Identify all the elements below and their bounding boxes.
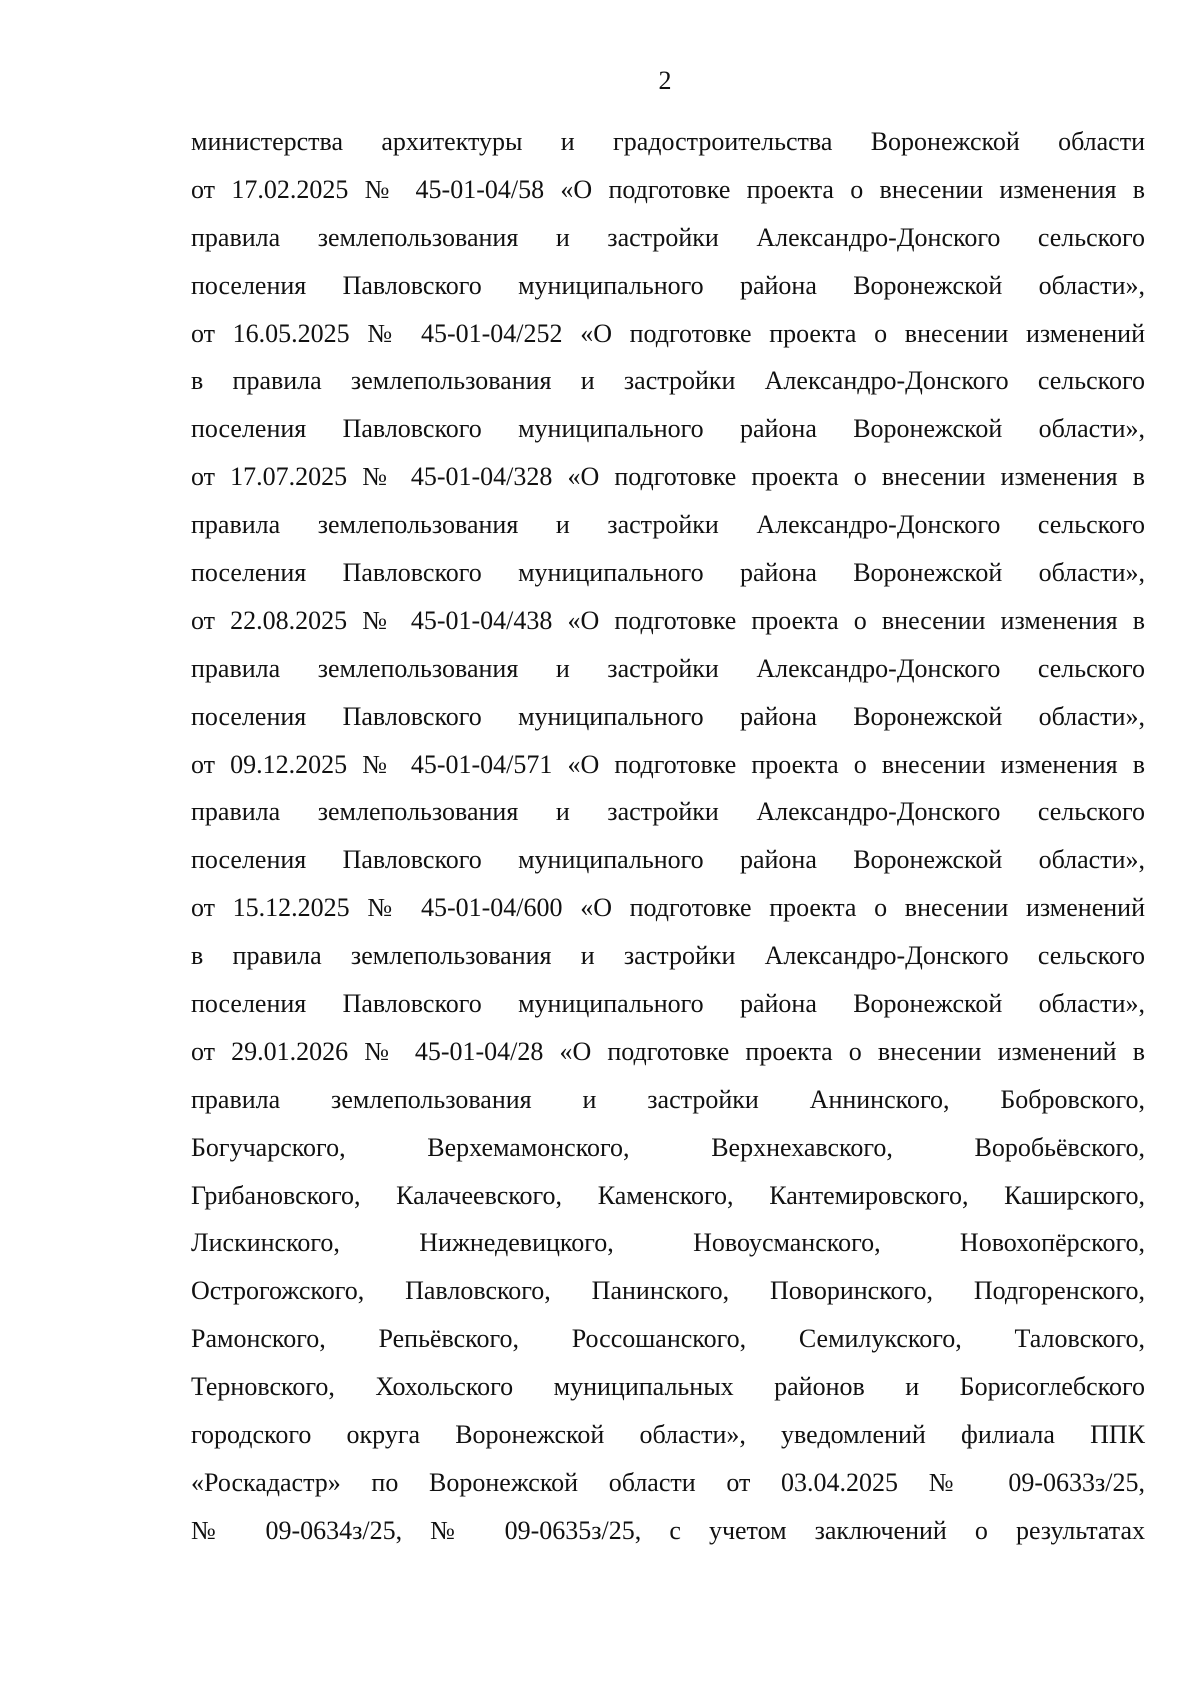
text-line: поселения Павловского муниципального района Воронежской области»,	[191, 989, 1145, 1019]
text-line: правила землепользования и застройки Аннинского, Бобровского,	[191, 1084, 1145, 1114]
text-line: от 17.07.2025 № 45-01-04/328 «О подготовке проекта о внесении изменения в	[191, 462, 1145, 492]
text-line: Богучарского, Верхемамонского, Верхнехавского, Воробьёвского,	[191, 1132, 1145, 1162]
text-line: правила землепользования и застройки Александро-Донского сельского	[191, 510, 1145, 540]
text-line: от 09.12.2025 № 45-01-04/571 «О подготовке проекта о внесении изменения в	[191, 749, 1145, 779]
text-line: поселения Павловского муниципального района Воронежской области»,	[191, 414, 1145, 444]
text-line: Рамонского, Репьёвского, Россошанского, Семилукского, Таловского,	[191, 1324, 1145, 1354]
body-text	[191, 118, 1145, 1555]
text-line: от 15.12.2025 № 45-01-04/600 «О подготовке проекта о внесении изменений	[191, 893, 1145, 923]
text-line: поселения Павловского муниципального района Воронежской области»,	[191, 845, 1145, 875]
text-line: от 22.08.2025 № 45-01-04/438 «О подготовке проекта о внесении изменения в	[191, 605, 1145, 635]
text-line: Лискинского, Нижнедевицкого, Новоусманского, Новохопёрского,	[191, 1228, 1145, 1258]
text-line: Терновского, Хохольского муниципальных районов и Борисоглебского	[191, 1372, 1145, 1402]
text-line: министерства архитектуры и градостроительства Воронежской области	[191, 127, 1145, 156]
text-line: в правила землепользования и застройки Александро-Донского сельского	[191, 941, 1145, 971]
text-line: поселения Павловского муниципального района Воронежской области»,	[191, 701, 1145, 731]
text-line: правила землепользования и застройки Александро-Донского сельского	[191, 222, 1145, 252]
text-line: № 09-0634з/25, № 09-0635з/25, с учетом заключений о результатах	[191, 1515, 1145, 1545]
text-line: Грибановского, Калачеевского, Каменского, Кантемировского, Каширского,	[191, 1180, 1145, 1210]
text-line: правила землепользования и застройки Александро-Донского сельского	[191, 797, 1145, 827]
text-line: «Роскадастр» по Воронежской области от 03.04.2025 № 09-0633з/25,	[191, 1467, 1145, 1497]
text-line: от 16.05.2025 № 45-01-04/252 «О подготовке проекта о внесении изменений	[191, 318, 1145, 348]
text-line: от 29.01.2026 № 45-01-04/28 «О подготовке проекта о внесении изменений в	[191, 1036, 1145, 1066]
text-line: поселения Павловского муниципального района Воронежской области»,	[191, 558, 1145, 588]
text-line: от 17.02.2025 № 45-01-04/58 «О подготовке проекта о внесении изменения в	[191, 174, 1145, 204]
text-line: правила землепользования и застройки Александро-Донского сельского	[191, 653, 1145, 683]
text-line: поселения Павловского муниципального района Воронежской области»,	[191, 270, 1145, 300]
page-number: 2	[658, 66, 672, 95]
text-line: Острогожского, Павловского, Панинского, Поворинского, Подгоренского,	[191, 1276, 1145, 1306]
text-line: городского округа Воронежской области», уведомлений филиала ППК	[191, 1420, 1145, 1450]
text-line: в правила землепользования и застройки Александро-Донского сельского	[191, 366, 1145, 396]
